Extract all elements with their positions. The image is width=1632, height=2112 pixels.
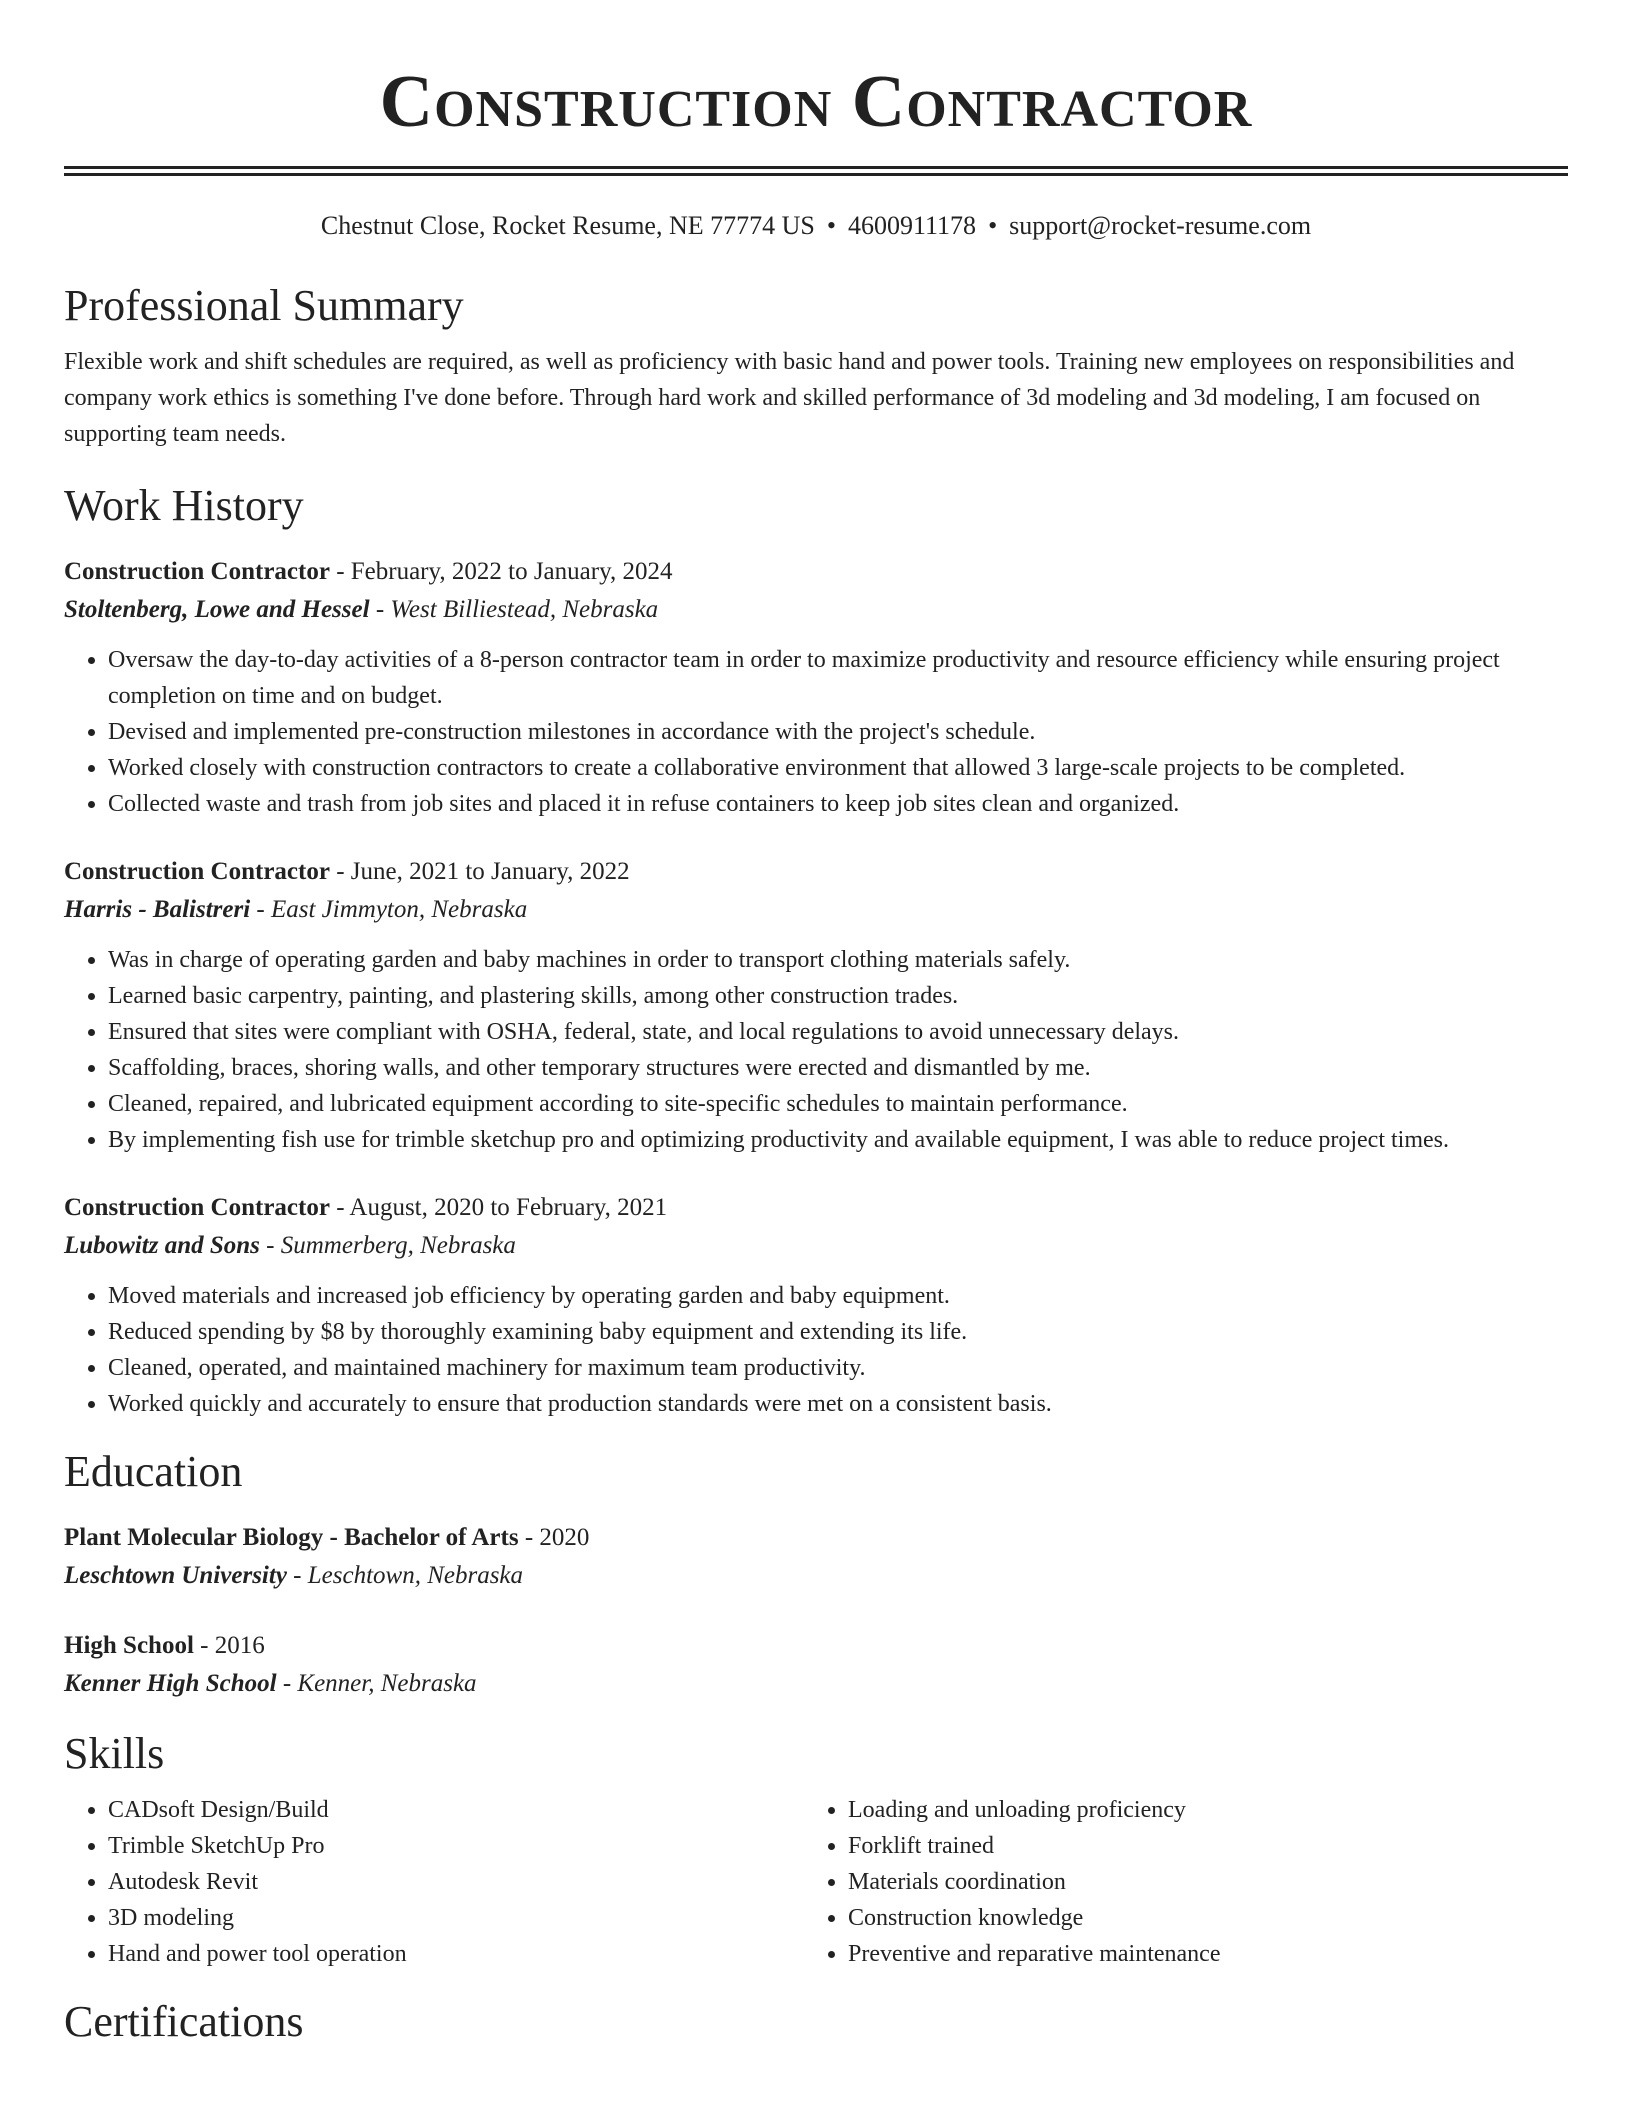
- education-degree-line: [64, 1520, 1568, 1556]
- job-bullets: [64, 942, 1568, 1158]
- job-dates: - February, 2022 to January, 2024: [329, 558, 673, 585]
- contact-separator: •: [988, 211, 998, 240]
- job-dates: - June, 2021 to January, 2022: [329, 858, 630, 885]
- education-degree-line: [64, 1628, 1568, 1664]
- education-heading: Education: [64, 1447, 243, 1496]
- job-bullet: • Worked quickly and accurately to ensure that production standards were met on a consistent basis.: [108, 1386, 1568, 1422]
- education-school-line: [64, 1664, 1568, 1704]
- job-bullet: • Cleaned, operated, and maintained machinery for maximum team productivity.: [108, 1350, 1568, 1386]
- job-bullet: • Collected waste and trash from job sites and placed it in refuse containers to keep job sites clean and organized.: [108, 786, 1568, 822]
- skill-item: • Construction knowledge: [848, 1900, 1544, 1936]
- job-title-line: [64, 1190, 1568, 1226]
- skill-item: • Preventive and reparative maintenance: [848, 1936, 1544, 1972]
- job-bullet: • Devised and implemented pre-construction milestones in accordance with the project's schedule.: [108, 714, 1568, 750]
- education-year: - 2016: [193, 1632, 265, 1659]
- skills-column-left: [64, 1792, 804, 1972]
- certifications-heading: Certifications: [64, 1997, 304, 2046]
- job-bullet: • Scaffolding, braces, shoring walls, and other temporary structures were erected and dismantled by me.: [108, 1050, 1568, 1086]
- education-entry: [64, 1520, 1568, 1596]
- job-location: - West Billiestead, Nebraska: [369, 596, 659, 623]
- job-role: Construction Contractor: [64, 1194, 330, 1221]
- job-entry: [64, 1190, 1568, 1422]
- job-title-line: [64, 554, 1568, 590]
- job-entry: [64, 854, 1568, 1158]
- summary-text: Flexible work and shift schedules are required, as well as proficiency with basic hand and power tools. Training new employees on responsibilities and company work ethics is something I've done before. Through hard work and skilled performance of 3d modeling and 3d modeling, I am focused on supporting team needs.: [64, 349, 1515, 447]
- job-dates: - August, 2020 to February, 2021: [329, 1194, 668, 1221]
- job-location: - East Jimmyton, Nebraska: [250, 896, 528, 923]
- education-school-line: [64, 1556, 1568, 1596]
- job-role: Construction Contractor: [64, 858, 330, 885]
- skill-item: • 3D modeling: [108, 1900, 804, 1936]
- education-entry: [64, 1628, 1568, 1704]
- job-bullet: • Ensured that sites were compliant with OSHA, federal, state, and local regulations to avoid unnecessary delays.: [108, 1014, 1568, 1050]
- education-degree: High School: [64, 1632, 194, 1659]
- job-bullet: • By implementing fish use for trimble sketchup pro and optimizing productivity and available equipment, I was able to reduce project times.: [108, 1122, 1568, 1158]
- job-bullet: • Worked closely with construction contractors to create a collaborative environment that allowed 3 large-scale projects to be completed.: [108, 750, 1568, 786]
- contact-email: support@rocket-resume.com: [1009, 211, 1312, 240]
- skills-column-right: [804, 1792, 1544, 1972]
- contact-address: Chestnut Close, Rocket Resume, NE 77774 US: [320, 211, 815, 240]
- job-company: Stoltenberg, Lowe and Hessel: [64, 596, 370, 623]
- job-bullets: [64, 1278, 1568, 1422]
- job-title-line: [64, 854, 1568, 890]
- job-location: - Summerberg, Nebraska: [259, 1232, 516, 1259]
- resume-page: [64, 0, 1568, 2048]
- skill-item: • Trimble SketchUp Pro: [108, 1828, 804, 1864]
- job-bullet: • Oversaw the day-to-day activities of a 8-person contractor team in order to maximize productivity and resource efficiency while ensuring project completion on time and on budget.: [108, 642, 1568, 714]
- skill-item: • Hand and power tool operation: [108, 1936, 804, 1972]
- contact-separator: •: [826, 211, 836, 240]
- job-company-line: [64, 890, 1568, 930]
- job-bullet: • Reduced spending by $8 by thoroughly examining baby equipment and extending its life.: [108, 1314, 1568, 1350]
- job-company-line: [64, 590, 1568, 630]
- skills-heading: Skills: [64, 1729, 165, 1778]
- job-company: Harris - Balistreri: [64, 896, 251, 923]
- job-bullet: • Learned basic carpentry, painting, and plastering skills, among other construction trades.: [108, 978, 1568, 1014]
- job-bullet: • Cleaned, repaired, and lubricated equipment according to site-specific schedules to maintain performance.: [108, 1086, 1568, 1122]
- job-company: Lubowitz and Sons: [64, 1232, 260, 1259]
- education-school: Kenner High School: [64, 1670, 277, 1697]
- job-bullets: [64, 642, 1568, 822]
- contact-line: [64, 210, 1568, 242]
- skill-item: • Autodesk Revit: [108, 1864, 804, 1900]
- job-company-line: [64, 1226, 1568, 1266]
- skill-item: • Forklift trained: [848, 1828, 1544, 1864]
- header-divider: [64, 166, 1568, 176]
- job-entry: [64, 554, 1568, 822]
- education-degree: Plant Molecular Biology - Bachelor of Arts: [64, 1524, 519, 1551]
- resume-name: Construction Contractor: [379, 61, 1253, 143]
- skills-list: [804, 1792, 1544, 1972]
- skill-item: • Materials coordination: [848, 1864, 1544, 1900]
- skill-item: • Loading and unloading proficiency: [848, 1792, 1544, 1828]
- education-year: - 2020: [518, 1524, 590, 1551]
- contact-phone: 4600911178: [847, 211, 977, 240]
- summary-heading: Professional Summary: [64, 281, 464, 330]
- job-role: Construction Contractor: [64, 558, 330, 585]
- job-bullet: • Was in charge of operating garden and baby machines in order to transport clothing materials safely.: [108, 942, 1568, 978]
- education-school: Leschtown University: [64, 1562, 287, 1589]
- skills-grid: [64, 1792, 1568, 1972]
- education-location: - Leschtown, Nebraska: [286, 1562, 524, 1589]
- skills-list: [64, 1792, 804, 1972]
- work-history-heading: Work History: [64, 481, 304, 530]
- job-bullet: • Moved materials and increased job efficiency by operating garden and baby equipment.: [108, 1278, 1568, 1314]
- education-location: - Kenner, Nebraska: [276, 1670, 477, 1697]
- skill-item: • CADsoft Design/Build: [108, 1792, 804, 1828]
